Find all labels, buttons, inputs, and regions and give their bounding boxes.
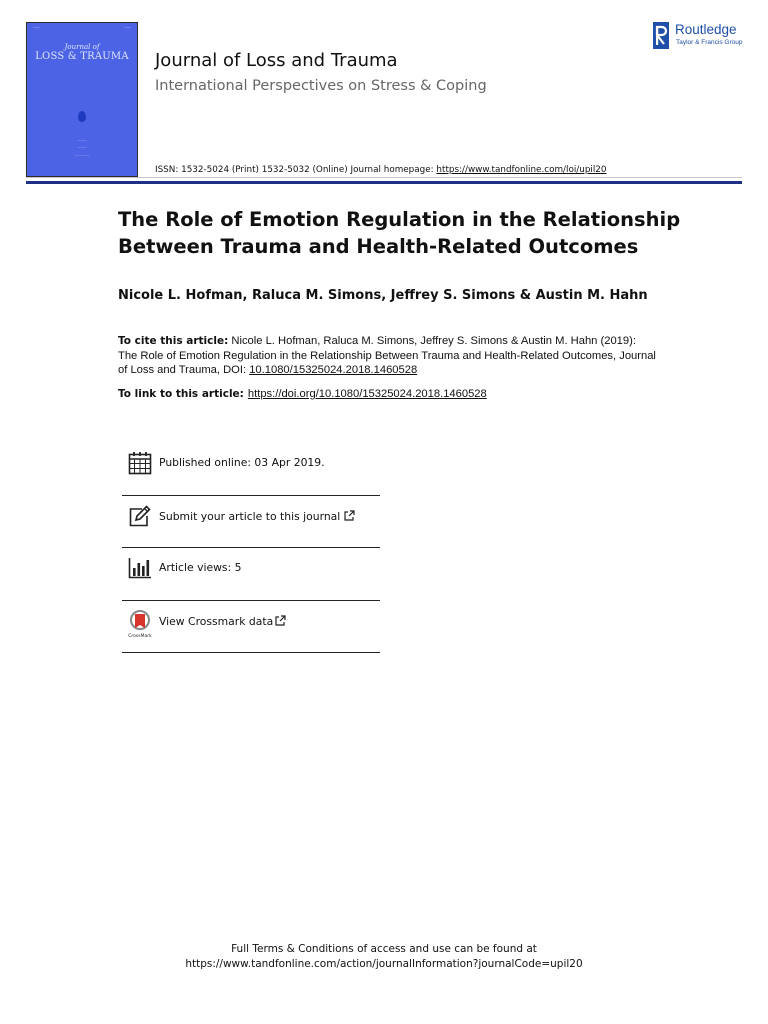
- journal-title: Journal of Loss and Trauma: [155, 50, 398, 71]
- publisher-subtitle: Taylor & Francis Group: [676, 39, 743, 46]
- edit-icon: [128, 505, 152, 529]
- journal-homepage-link[interactable]: https://www.tandfonline.com/loi/upil20: [436, 165, 607, 175]
- issn-text: ISSN: 1532-5024 (Print) 1532-5032 (Online) Journal homepage:: [155, 165, 437, 175]
- link-label: To link to this article:: [118, 388, 244, 400]
- article-authors: Nicole L. Hofman, Raluca M. Simons, Jeffrey S. Simons & Austin M. Hahn: [118, 288, 648, 303]
- external-link-icon: [344, 510, 355, 521]
- crossmark-label: View Crossmark data: [159, 615, 274, 628]
- crossmark-link[interactable]: [159, 615, 286, 628]
- row-divider: [122, 600, 380, 601]
- external-link-icon: [275, 615, 286, 626]
- header-divider-thin: [26, 177, 742, 178]
- submit-article-label: Submit your article to this journal: [159, 510, 341, 523]
- journal-subtitle: International Perspectives on Stress & Coping: [155, 78, 487, 94]
- row-divider: [122, 652, 380, 653]
- published-online-text: Published online: 03 Apr 2019.: [159, 456, 325, 469]
- citation-block: [118, 334, 658, 378]
- article-doi-link[interactable]: https://doi.org/10.1080/15325024.2018.1460528: [247, 388, 487, 400]
- footer-terms-text: Full Terms & Conditions of access and use can be found at: [231, 943, 537, 955]
- article-views-text: Article views: 5: [159, 561, 242, 574]
- cite-doi-link[interactable]: 10.1080/15325024.2018.1460528: [249, 364, 418, 376]
- crossmark-icon: [128, 610, 152, 638]
- routledge-r-icon: [653, 22, 669, 49]
- header-divider: [26, 181, 742, 184]
- calendar-icon: [128, 451, 152, 475]
- publisher-logo[interactable]: [653, 22, 753, 52]
- cover-journal-of: Journal of: [64, 43, 100, 51]
- row-divider: [122, 547, 380, 548]
- cover-journal-name: LOSS & TRAUMA: [35, 51, 129, 62]
- crossmark-icon-label: CrossMark: [128, 634, 152, 638]
- article-title: The Role of Emotion Regulation in the Relationship Between Trauma and Health-Related Outcomes: [118, 208, 681, 258]
- footer: [0, 942, 768, 972]
- cite-text: Nicole L. Hofman, Raluca M. Simons, Jeffrey S. Simons & Austin M. Hahn (2019): The Role of Emotion Regulation in the Relationship Between Trauma and Health-Related Outcomes, Journal of Loss and Trauma, DOI:: [118, 335, 656, 376]
- crossmark-row[interactable]: [122, 610, 380, 662]
- cover-drop-icon: [78, 111, 86, 122]
- article-link-line: [118, 388, 487, 400]
- journal-cover-image: ──── ──── Journal of LOSS & TRAUMA ——— ——— —————: [26, 22, 138, 177]
- submit-article-link[interactable]: [159, 510, 355, 523]
- footer-terms-link[interactable]: https://www.tandfonline.com/action/journalInformation?journalCode=upil20: [185, 958, 583, 970]
- row-divider: [122, 495, 380, 496]
- bar-chart-icon: [128, 556, 152, 580]
- cite-label: To cite this article:: [118, 335, 229, 347]
- issn-line: [155, 165, 606, 175]
- publisher-name: Routledge: [675, 22, 737, 37]
- submit-article-row[interactable]: [122, 505, 380, 557]
